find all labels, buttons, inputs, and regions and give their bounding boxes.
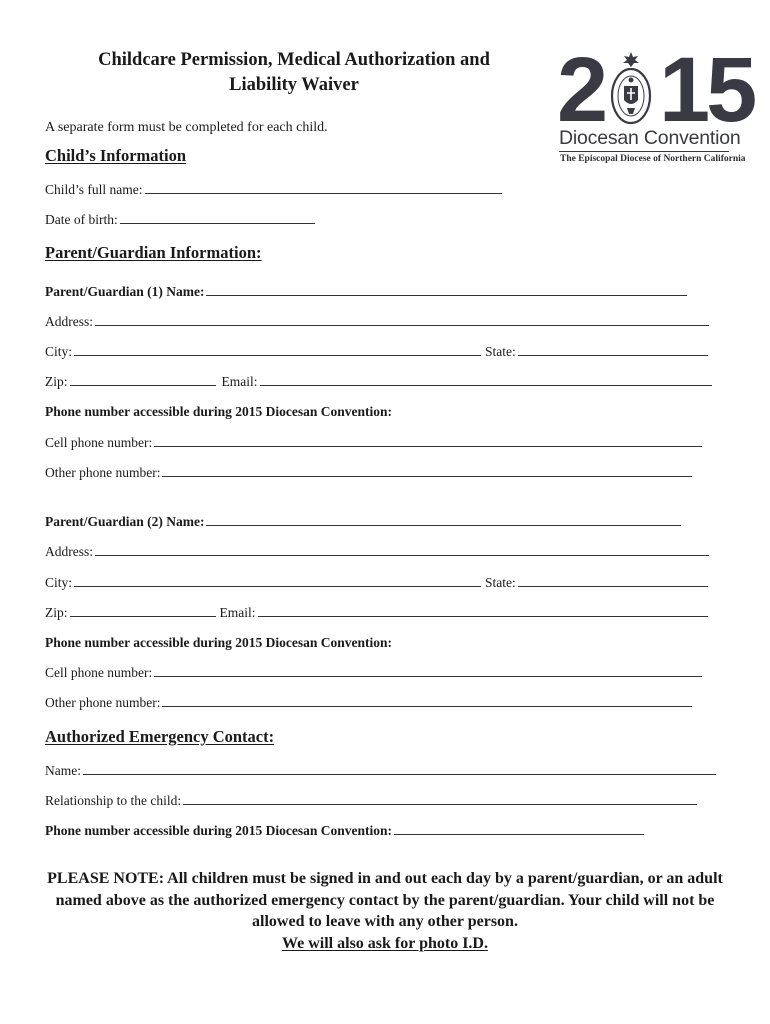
- photo-id-notice: We will also ask for photo I.D.: [282, 934, 488, 952]
- emergency-phone-row: [45, 819, 644, 839]
- guardian2-other-phone-row: [45, 691, 692, 711]
- emergency-name-field[interactable]: [83, 760, 716, 775]
- guardian2-zip-label: Zip:: [45, 605, 68, 620]
- guardian2-cell-row: [45, 661, 702, 681]
- guardian2-phone-heading: Phone number accessible during 2015 Diocesan Convention:: [45, 635, 393, 650]
- guardian2-state-field[interactable]: [518, 572, 708, 587]
- episcopal-seal-icon: [609, 50, 653, 128]
- guardian1-zip-email-row: [45, 370, 712, 390]
- guardian1-other-phone-label: Other phone number:: [45, 465, 161, 480]
- guardian2-name-row: [45, 510, 681, 530]
- child-info-heading: Child’s Information: [45, 146, 187, 165]
- emergency-contact-heading: Authorized Emergency Contact:: [45, 727, 275, 746]
- logo-year-last-digits: 15: [659, 39, 754, 141]
- guardian2-cell-field[interactable]: [154, 662, 702, 677]
- guardian2-city-label: City:: [45, 575, 73, 590]
- emergency-phone-label: Phone number accessible during 2015 Diocesan Convention:: [45, 823, 393, 838]
- emergency-relationship-row: [45, 789, 697, 809]
- guardian1-city-field[interactable]: [74, 341, 481, 356]
- form-instruction: A separate form must be completed for each child.: [45, 120, 328, 135]
- guardian2-other-phone-label: Other phone number:: [45, 695, 161, 710]
- guardian1-cell-row: [45, 431, 702, 451]
- guardian2-address-field[interactable]: [95, 541, 709, 556]
- guardian-info-heading: Parent/Guardian Information:: [45, 243, 262, 262]
- guardian1-other-phone-field[interactable]: [162, 462, 692, 477]
- guardian2-other-phone-field[interactable]: [162, 692, 692, 707]
- form-title-line-1: Childcare Permission, Medical Authorization and: [98, 50, 490, 70]
- emergency-relationship-field[interactable]: [183, 790, 697, 805]
- guardian1-cell-field[interactable]: [154, 432, 702, 447]
- pickup-policy-text: PLEASE NOTE: All children must be signed in and out each day by a parent/guardian, or an adult named above as the authorized emergency contact by the parent/guardian. Your child will not be allowed to leave with any other person.: [47, 870, 723, 930]
- guardian2-email-field[interactable]: [258, 602, 708, 617]
- convention-logo: [555, 39, 754, 169]
- guardian1-address-field[interactable]: [95, 311, 709, 326]
- guardian2-city-state-row: [45, 571, 708, 591]
- guardian2-name-field[interactable]: [206, 511, 681, 526]
- guardian1-address-row: [45, 310, 709, 330]
- child-dob-row: [45, 208, 315, 228]
- child-name-field[interactable]: [145, 179, 502, 194]
- guardian2-address-label: Address:: [45, 544, 93, 559]
- guardian1-zip-field[interactable]: [70, 371, 216, 386]
- guardian1-phone-heading-row: [45, 400, 392, 420]
- guardian2-address-row: [45, 540, 709, 560]
- guardian1-zip-label: Zip:: [45, 374, 68, 389]
- guardian2-zip-email-row: [45, 601, 708, 621]
- guardian2-state-label: State:: [485, 575, 516, 590]
- emergency-name-row: [45, 759, 716, 779]
- child-dob-field[interactable]: [120, 209, 315, 224]
- guardian2-city-field[interactable]: [74, 572, 481, 587]
- guardian1-other-phone-row: [45, 461, 692, 481]
- emergency-phone-field[interactable]: [394, 820, 644, 835]
- child-name-label: Child’s full name:: [45, 182, 143, 197]
- guardian1-email-label: Email:: [221, 374, 258, 389]
- guardian1-state-field[interactable]: [518, 341, 708, 356]
- guardian1-address-label: Address:: [45, 314, 93, 329]
- child-dob-label: Date of birth:: [45, 212, 118, 227]
- form-title: [46, 48, 542, 98]
- form-title-line-2: Liability Waiver: [229, 75, 359, 95]
- logo-tagline: The Episcopal Diocese of Northern California: [560, 154, 746, 164]
- guardian1-phone-heading: Phone number accessible during 2015 Diocesan Convention:: [45, 404, 393, 419]
- guardian1-city-label: City:: [45, 344, 73, 359]
- logo-year-first-digit: 2: [557, 39, 605, 141]
- guardian2-email-label: Email:: [219, 605, 256, 620]
- logo-convention-name: Diocesan Convention: [559, 127, 741, 149]
- guardian1-name-row: [45, 280, 687, 300]
- guardian1-city-state-row: [45, 340, 708, 360]
- guardian1-state-label: State:: [485, 344, 516, 359]
- guardian2-phone-heading-row: [45, 631, 392, 651]
- emergency-relationship-label: Relationship to the child:: [45, 793, 182, 808]
- guardian1-name-label: Parent/Guardian (1) Name:: [45, 284, 205, 299]
- guardian2-name-label: Parent/Guardian (2) Name:: [45, 514, 205, 529]
- emergency-name-label: Name:: [45, 763, 81, 778]
- guardian1-name-field[interactable]: [206, 281, 687, 296]
- guardian2-cell-label: Cell phone number:: [45, 665, 153, 680]
- guardian2-zip-field[interactable]: [70, 602, 216, 617]
- child-name-row: [45, 178, 502, 198]
- pickup-policy-note: [40, 868, 730, 954]
- logo-divider: [559, 151, 729, 152]
- guardian1-cell-label: Cell phone number:: [45, 435, 153, 450]
- guardian1-email-field[interactable]: [260, 371, 712, 386]
